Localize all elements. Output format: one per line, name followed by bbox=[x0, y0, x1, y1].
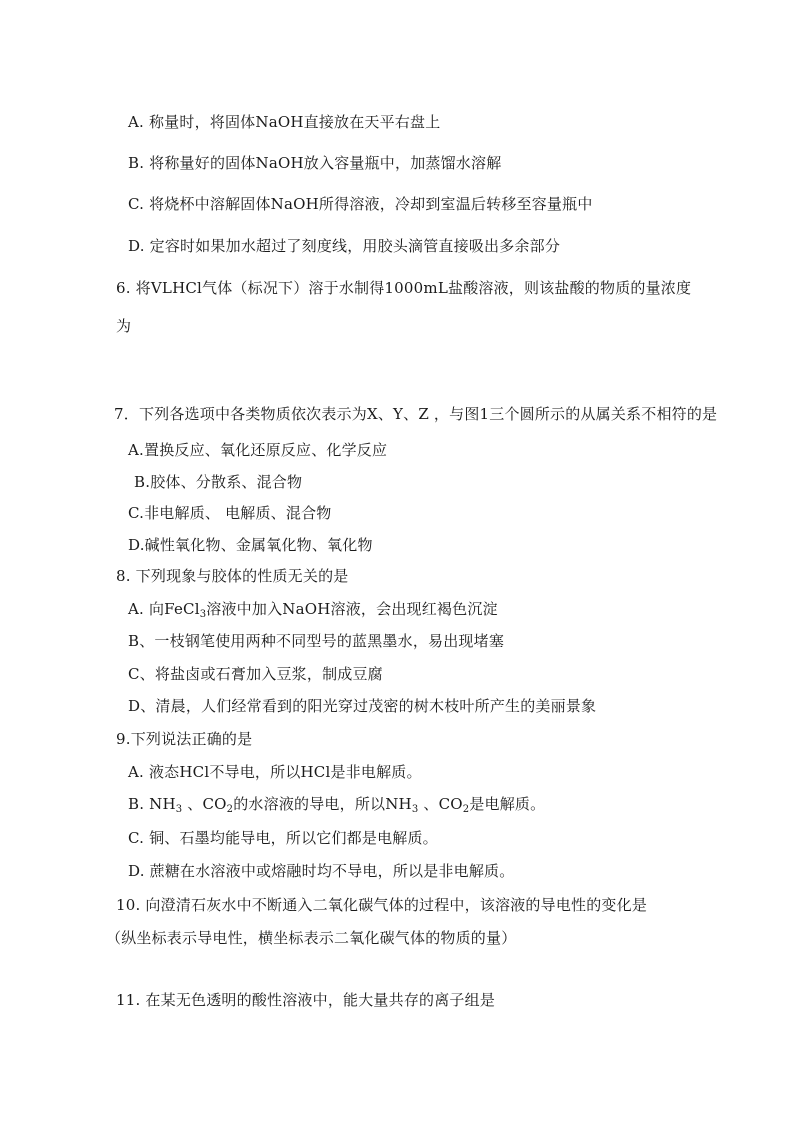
q5-option-b: B. 将称量好的固体NaOH放入容量瓶中，加蒸馏水溶解 bbox=[128, 154, 502, 172]
q6-stem-line2: 为 bbox=[116, 317, 132, 335]
q8-option-c: C、将盐卤或石膏加入豆浆，制成豆腐 bbox=[128, 665, 383, 683]
q7-option-b: B.胶体、分散系、混合物 bbox=[134, 473, 303, 491]
q9-option-b: B. $NH_3$ 、$CO_2$的水溶液的导电，所以$NH_3$ 、$CO_2$是电解质。 bbox=[128, 795, 546, 815]
q11-stem: 11. 在某无色透明的酸性溶液中，能大量共存的离子组是 bbox=[116, 991, 496, 1009]
q8-option-d: D、清晨，人们经常看到的阳光穿过茂密的树木枝叶所产生的美丽景象 bbox=[128, 697, 597, 715]
q5-option-d: D. 定容时如果加水超过了刻度线，用胶头滴管直接吸出多余部分 bbox=[128, 237, 561, 255]
q7-stem: 7．下列各选项中各类物质依次表示为X、Y、Z ，与图1三个圆所示的从属关系不相符的是 bbox=[114, 405, 718, 423]
q9-option-d: D. 蔗糖在水溶液中或熔融时均不导电，所以是非电解质。 bbox=[128, 862, 515, 880]
q9-option-a: A. 液态HCl不导电，所以HCl是非电解质。 bbox=[128, 763, 422, 781]
q5-option-a: A. 称量时，将固体NaOH直接放在天平右盘上 bbox=[128, 113, 441, 131]
q7-option-c: C.非电解质、 电解质、混合物 bbox=[128, 504, 332, 522]
q7-option-d: D.碱性氧化物、金属氧化物、氧化物 bbox=[128, 536, 373, 554]
q10-stem-line1: 10. 向澄清石灰水中不断通入二氧化碳气体的过程中，该溶液的导电性的变化是 bbox=[116, 896, 648, 914]
q8-stem: 8. 下列现象与胶体的性质无关的是 bbox=[116, 567, 349, 585]
q7-option-a: A.置换反应、氧化还原反应、化学反应 bbox=[128, 441, 388, 459]
q5-option-c: C. 将烧杯中溶解固体NaOH所得溶液，冷却到室温后转移至容量瓶中 bbox=[128, 195, 593, 213]
q8-option-b: B、一枝钢笔使用两种不同型号的蓝黑墨水，易出现堵塞 bbox=[128, 632, 505, 650]
q8-option-a: A. 向FeCl$_3$溶液中加入NaOH溶液，会出现红褐色沉淀 bbox=[128, 600, 498, 620]
q6-stem-line1: 6. 将VLHCl气体（标况下）溶于水制得1000mL盐酸溶液，则该盐酸的物质的量浓度 bbox=[116, 279, 692, 297]
q9-option-c: C. 铜、石墨均能导电，所以它们都是电解质。 bbox=[128, 829, 438, 847]
q9-stem: 9.下列说法正确的是 bbox=[116, 730, 253, 748]
q10-stem-line2: （纵坐标表示导电性，横坐标表示二氧化碳气体的物质的量） bbox=[106, 929, 517, 947]
